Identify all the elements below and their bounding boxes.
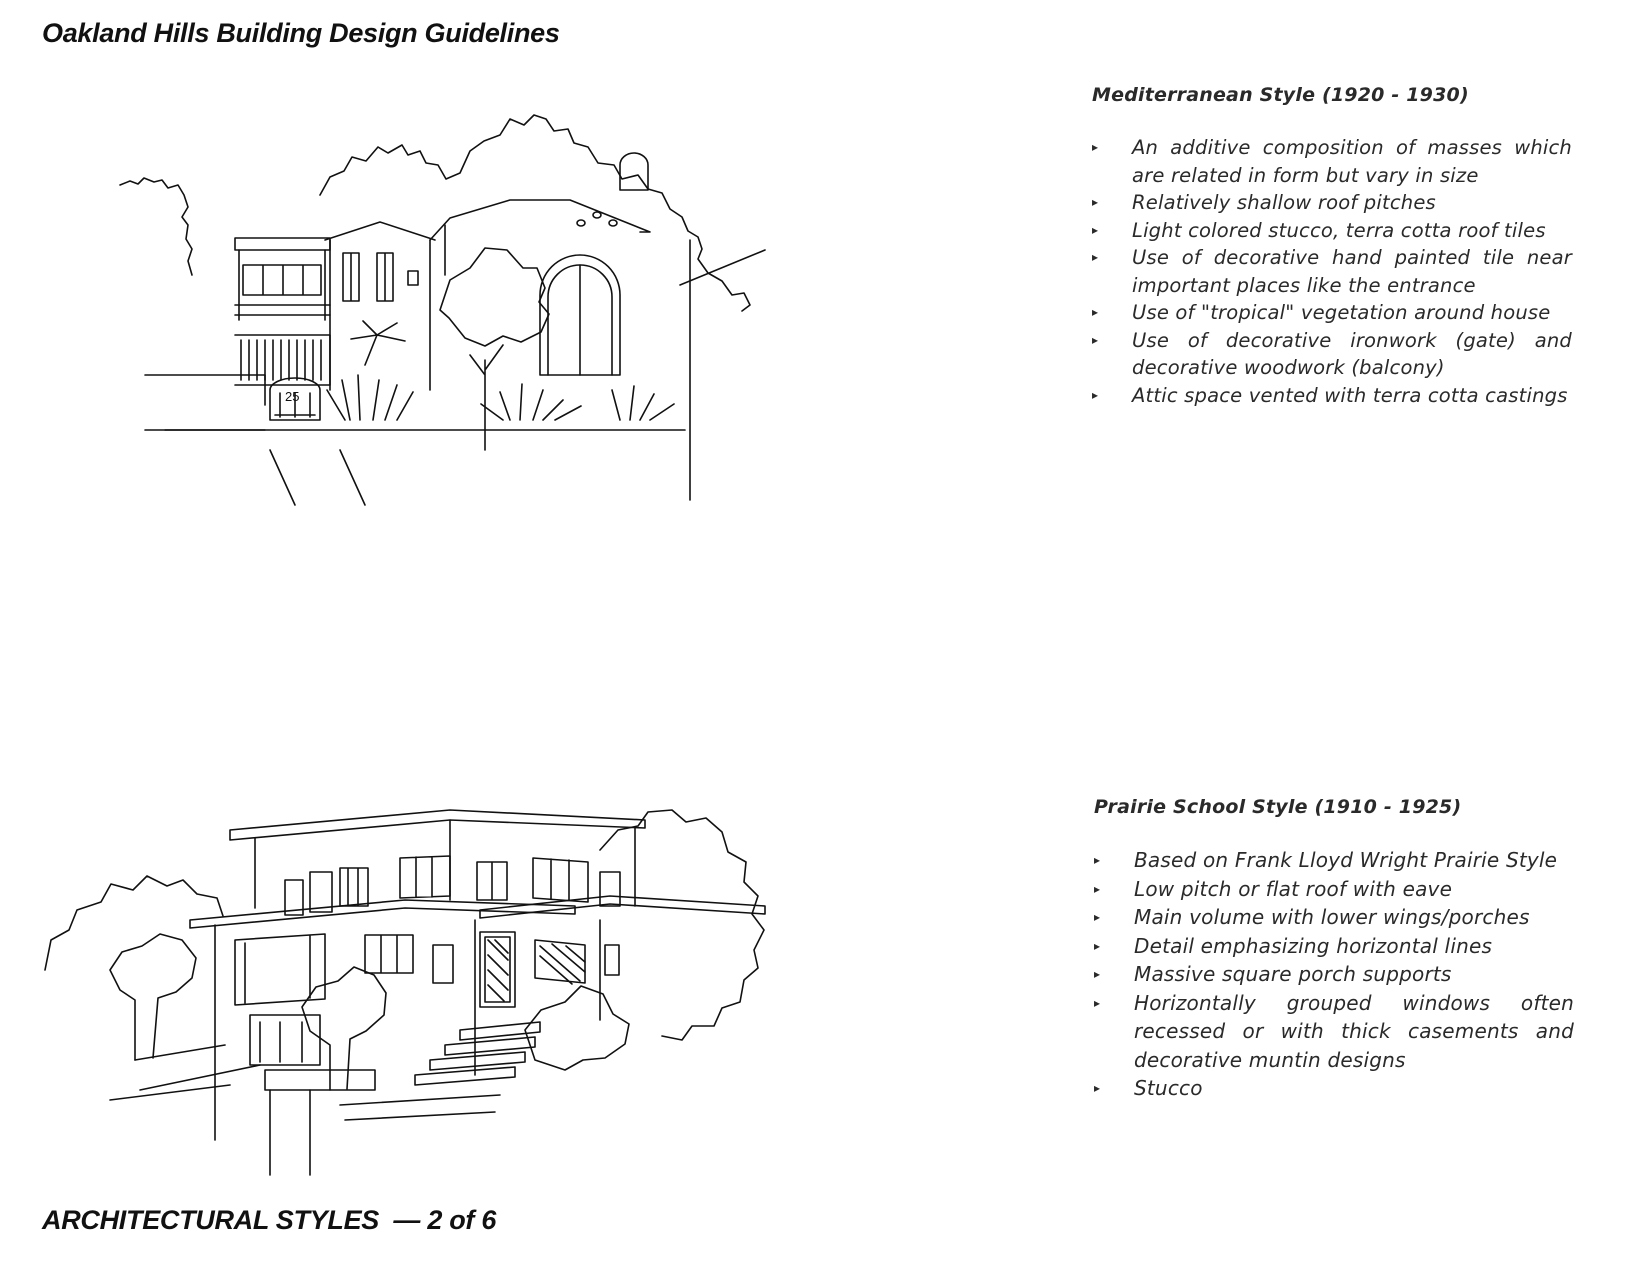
page-footer: ARCHITECTURAL STYLES — 2 of 6 xyxy=(42,1205,497,1235)
bullet-icon: ▸ xyxy=(1092,332,1099,347)
list-item xyxy=(1094,846,1574,875)
feature-text: Horizontally grouped windows often recessed or with thick casements and decorative muntin designs xyxy=(1134,990,1574,1072)
bullet-icon: ▸ xyxy=(1094,881,1101,896)
bullet-icon: ▸ xyxy=(1094,853,1101,867)
list-item xyxy=(1092,327,1572,382)
list-item xyxy=(1094,903,1574,932)
feature-list xyxy=(1092,134,1572,409)
feature-text: Light colored stucco, terra cotta roof tiles xyxy=(1132,218,1546,242)
bullet-icon: ▸ xyxy=(1094,910,1101,924)
feature-text: Use of decorative hand painted tile near important places like the entrance xyxy=(1132,246,1572,297)
mediterranean-style-section xyxy=(1092,84,1572,409)
feature-text: Main volume with lower wings/porches xyxy=(1134,905,1530,929)
list-item xyxy=(1094,932,1574,961)
list-item xyxy=(1094,875,1574,904)
feature-text: Massive square porch supports xyxy=(1134,962,1452,986)
feature-text: Use of decorative ironwork (gate) and decorative woodwork (balcony) xyxy=(1132,328,1572,379)
bullet-icon: ▸ xyxy=(1094,938,1101,953)
house-number: 25 xyxy=(285,389,300,404)
feature-text: Stucco xyxy=(1134,1076,1203,1100)
feature-list xyxy=(1094,846,1574,1103)
bullet-icon: ▸ xyxy=(1094,995,1101,1010)
feature-text: Based on Frank Lloyd Wright Prairie Style xyxy=(1134,848,1558,872)
bullet-icon: ▸ xyxy=(1092,222,1099,237)
bullet-icon: ▸ xyxy=(1092,250,1099,264)
feature-text: Relatively shallow roof pitches xyxy=(1132,191,1436,214)
bullet-icon: ▸ xyxy=(1092,305,1099,319)
style-heading: Prairie School Style (1910 - 1925) xyxy=(1094,796,1462,818)
prairie-school-house-sketch xyxy=(40,760,800,1180)
style-heading: Mediterranean Style (1920 - 1930) xyxy=(1092,84,1469,106)
feature-text: Use of "tropical" vegetation around house xyxy=(1132,301,1551,324)
feature-text: Attic space vented with terra cotta castings xyxy=(1132,383,1568,407)
page-title: Oakland Hills Building Design Guidelines xyxy=(42,18,560,48)
bullet-icon: ▸ xyxy=(1092,387,1099,402)
feature-text: Detail emphasizing horizontal lines xyxy=(1134,933,1493,958)
list-item xyxy=(1094,960,1574,989)
list-item xyxy=(1092,382,1572,410)
prairie-school-style-section xyxy=(1094,796,1574,1103)
list-item xyxy=(1092,189,1572,217)
bullet-icon: ▸ xyxy=(1092,140,1099,154)
list-item xyxy=(1094,1074,1574,1103)
feature-text: Low pitch or flat roof with eave xyxy=(1134,876,1453,901)
bullet-icon: ▸ xyxy=(1092,195,1099,209)
list-item xyxy=(1092,299,1572,327)
feature-text: An additive composition of masses which are related in form but vary in size xyxy=(1132,136,1572,187)
list-item xyxy=(1092,217,1572,245)
list-item xyxy=(1094,989,1574,1075)
bullet-icon: ▸ xyxy=(1094,1081,1101,1095)
list-item xyxy=(1092,134,1572,189)
bullet-icon: ▸ xyxy=(1094,967,1101,981)
mediterranean-house-sketch xyxy=(115,75,835,545)
list-item xyxy=(1092,244,1572,299)
